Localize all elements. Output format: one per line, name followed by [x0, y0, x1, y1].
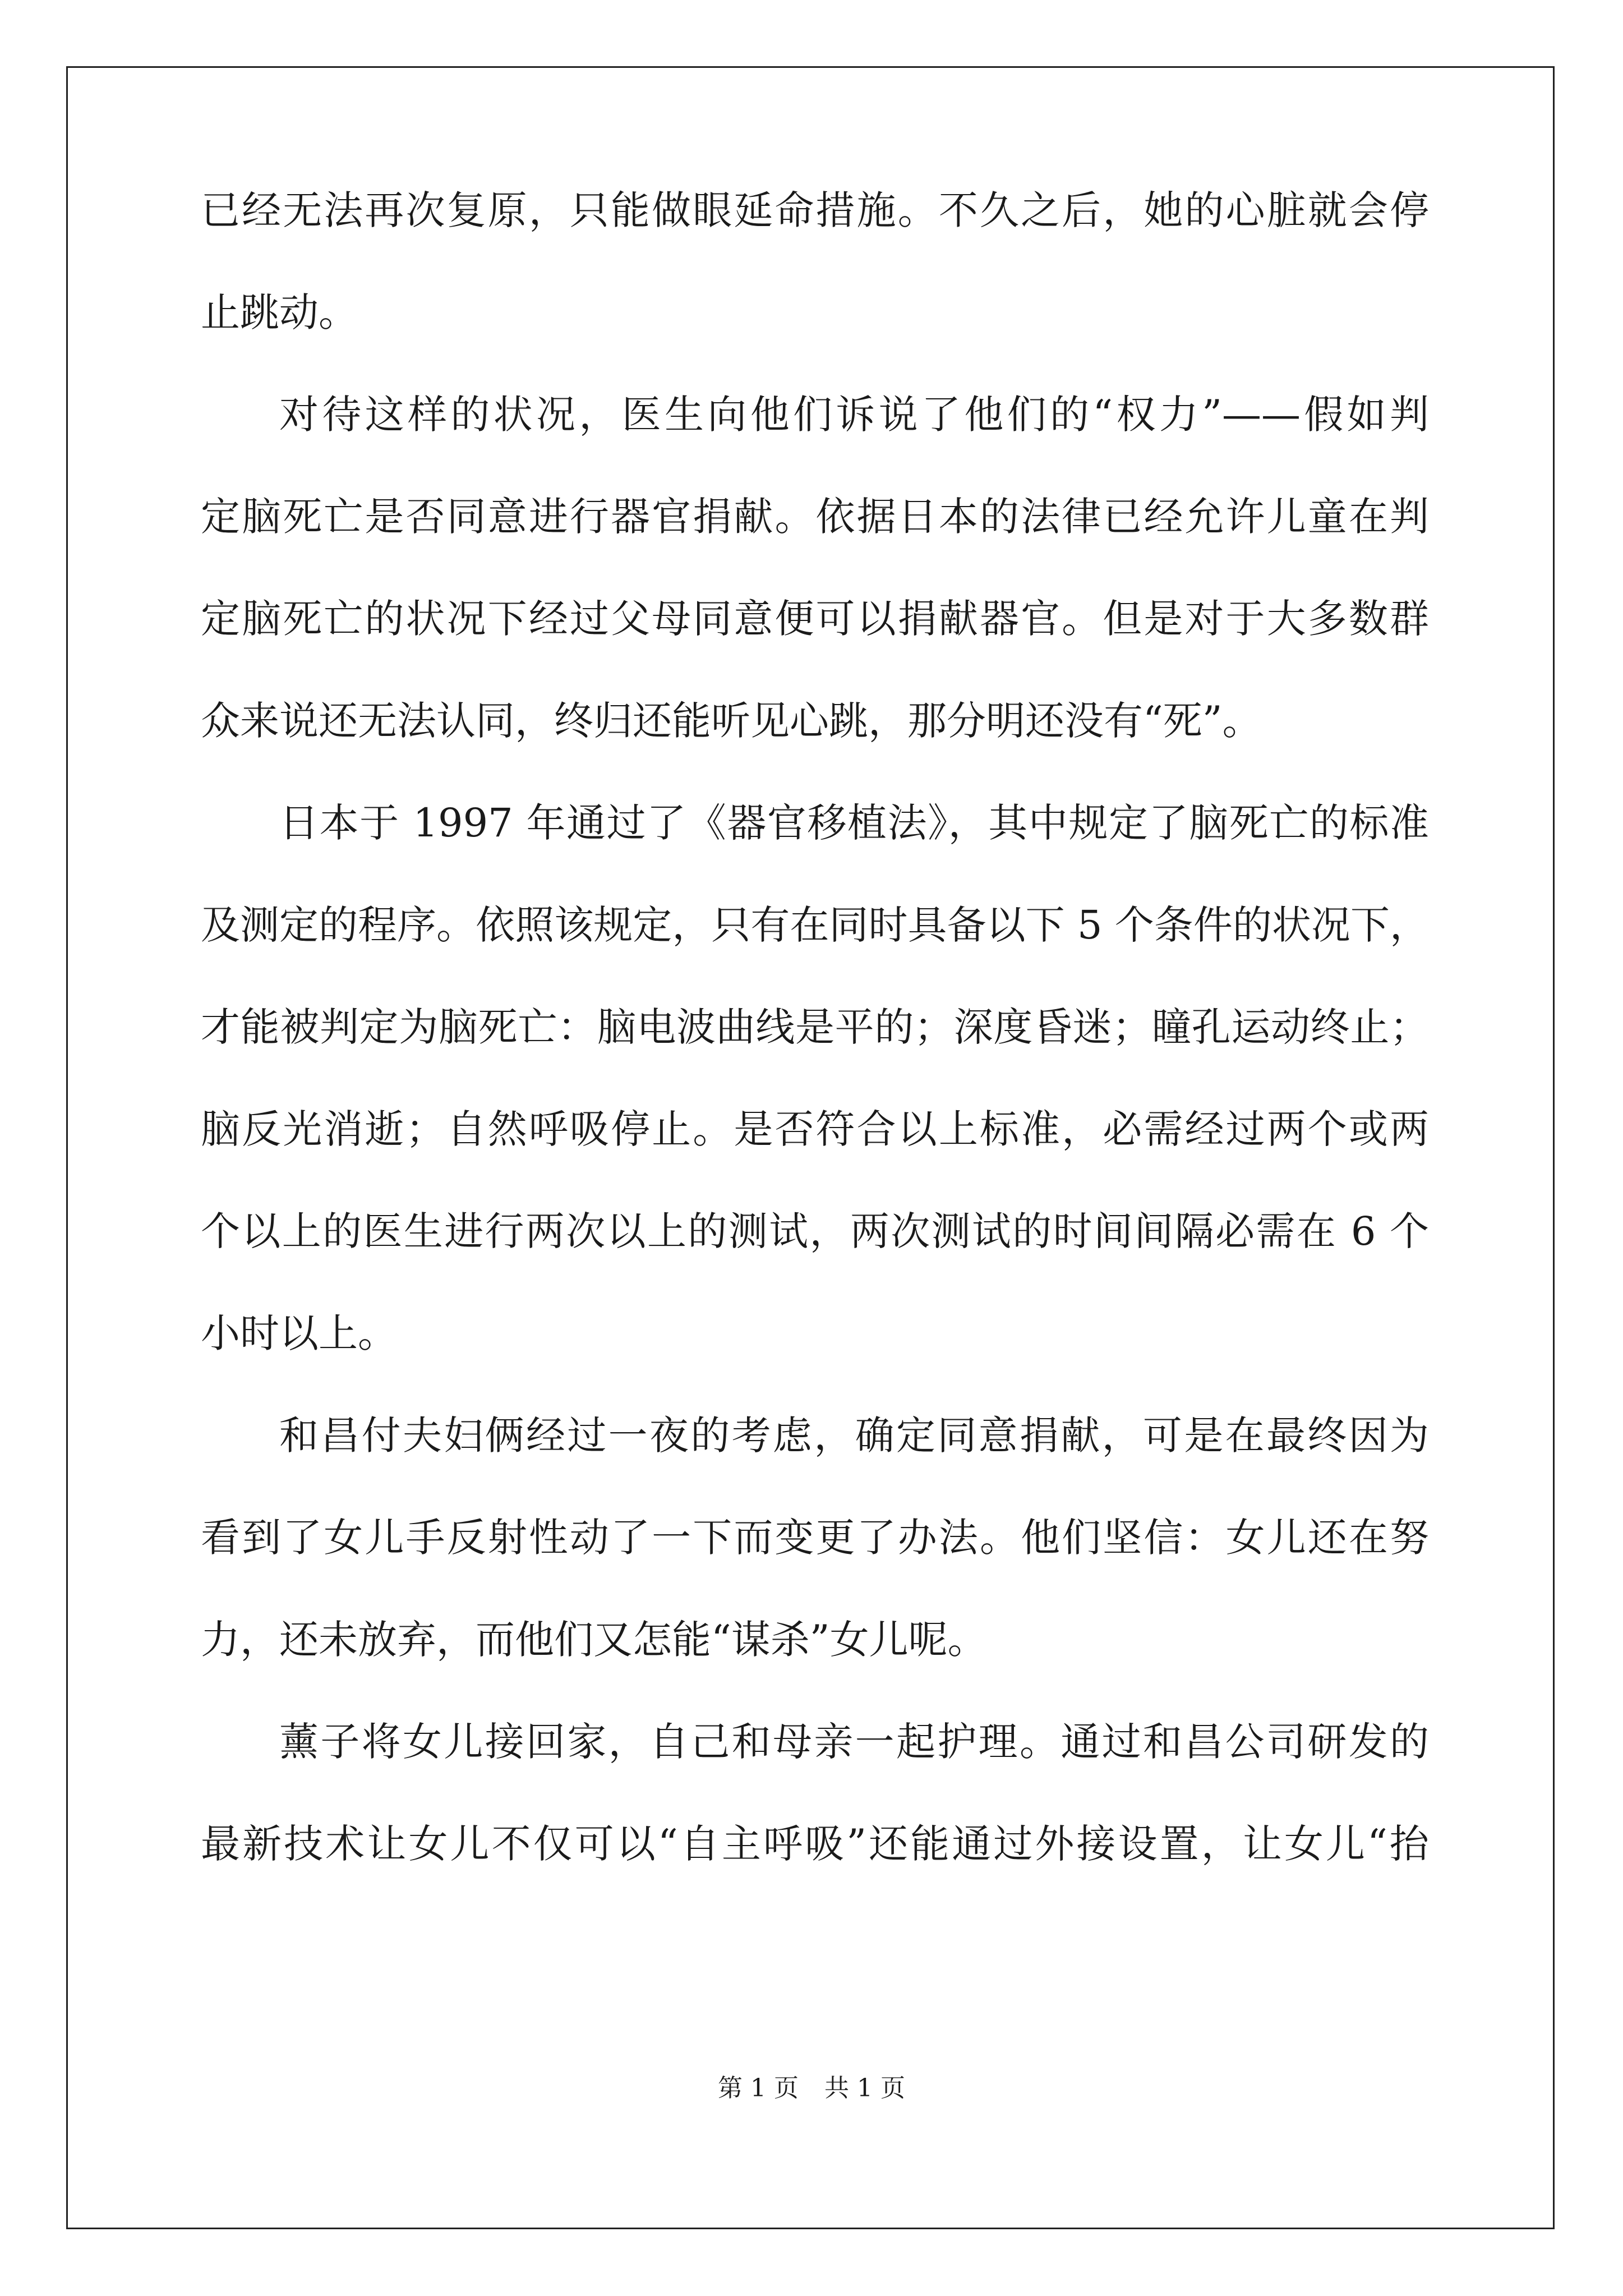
text-line: 才能被判定为脑死亡：脑电波曲线是平的；深度昏迷；瞳孔运动终止；	[201, 1004, 1429, 1050]
text-line: 众来说还无法认同，终归还能听见心跳，那分明还没有“死”。	[201, 698, 1262, 744]
document-body	[201, 187, 1429, 1926]
text-line: 个以上的医生进行两次以上的测试，两次测试的时间间隔必需在 6 个	[201, 1208, 1429, 1254]
text-line: 力，还未放弃，而他们又怎能“谋杀”女儿呢。	[201, 1617, 987, 1663]
text-line: 定脑死亡是否同意进行器官捐献。依据日本的法律已经允许儿童在判	[201, 494, 1429, 540]
text-line: 定脑死亡的状况下经过父母同意便可以捐献器官。但是对于大多数群	[201, 596, 1429, 642]
text-line: 及测定的程序。依照该规定，只有在同时具备以下 5 个条件的状况下，	[201, 902, 1429, 948]
text-line: 止跳动。	[201, 289, 358, 335]
page-footer	[0, 2074, 1623, 2102]
text-line: 脑反光消逝；自然呼吸停止。是否符合以上标准，必需经过两个或两	[201, 1106, 1429, 1152]
paragraph-start-line: 和昌付夫妇俩经过一夜的考虑，确定同意捐献，可是在最终因为	[279, 1412, 1429, 1458]
paragraph-start-line: 薰子将女儿接回家，自己和母亲一起护理。通过和昌公司研发的	[279, 1719, 1429, 1765]
paragraph-start-line: 日本于 1997 年通过了《器官移植法》，其中规定了脑死亡的标准	[279, 800, 1429, 846]
text-line: 看到了女儿手反射性动了一下而变更了办法。他们坚信：女儿还在努	[201, 1515, 1429, 1561]
text-line: 小时以上。	[201, 1310, 397, 1356]
text-line: 最新技术让女儿不仅可以“自主呼吸”还能通过外接设置，让女儿“抬	[201, 1821, 1429, 1867]
page-number-total: 共 1 页	[824, 2074, 905, 2102]
text-line: 已经无法再次复原，只能做眼延命措施。不久之后，她的心脏就会停	[201, 187, 1429, 233]
paragraph-start-line: 对待这样的状况，医生向他们诉说了他们的“权力”——假如判	[279, 392, 1429, 438]
page-number-current: 第 1 页	[718, 2074, 799, 2102]
